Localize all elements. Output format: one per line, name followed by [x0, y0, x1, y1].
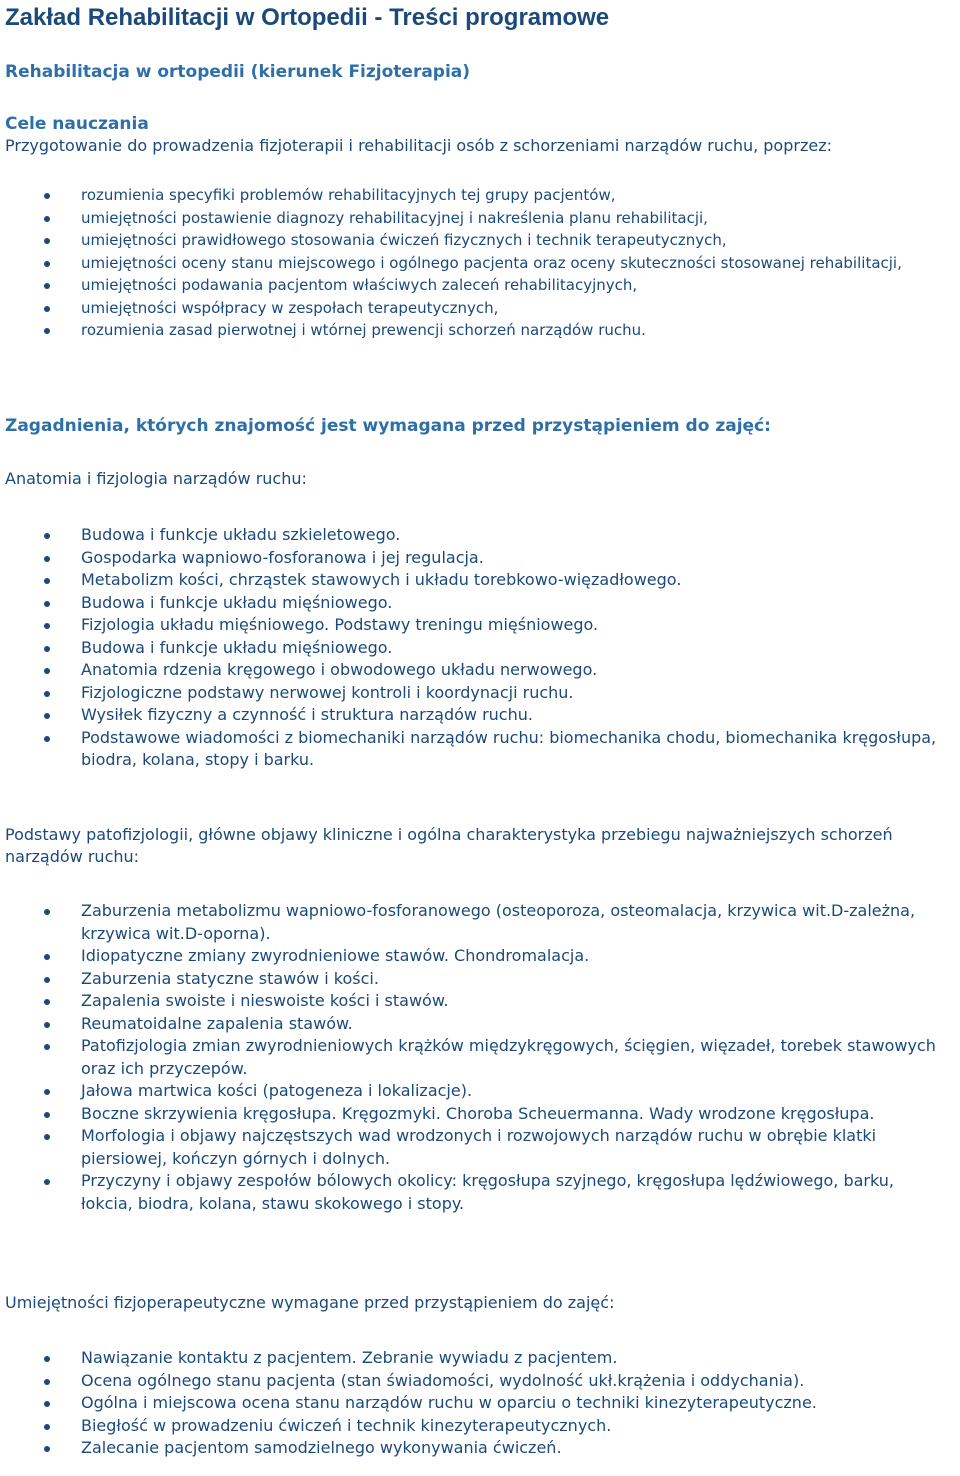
list-item: Budowa i funkcje układu mięśniowego. [5, 592, 950, 615]
list-item: Metabolizm kości, chrząstek stawowych i układu torebkowo-więzadłowego. [5, 569, 950, 592]
list-item: Morfologia i objawy najczęstszych wad wrodzonych i rozwojowych narządów ruchu w obrębie klatki piersiowej, kończyn górnych i dolnych. [5, 1125, 950, 1170]
bullet-icon [44, 261, 50, 267]
bullet-icon [44, 977, 50, 983]
list-item: umiejętności prawidłowego stosowania ćwiczeń fizycznych i technik terapeutycznych, [5, 229, 950, 252]
bullet-icon [44, 909, 50, 915]
bullet-icon [44, 668, 50, 674]
list-item: Zalecanie pacjentom samodzielnego wykonywania ćwiczeń. [5, 1437, 950, 1460]
bullet-icon [44, 556, 50, 562]
list-item: Jałowa martwica kości (patogeneza i lokalizacje). [5, 1080, 950, 1103]
course-title: Rehabilitacja w ortopedii (kierunek Fizjoterapia) [5, 62, 471, 82]
pathophysiology-heading: Podstawy patofizjologii, główne objawy kliniczne i ogólna charakterystyka przebiegu najważniejszych schorzeń narządów ruchu: [5, 825, 893, 866]
page-title: Zakład Rehabilitacji w Ortopedii - Treści programowe [5, 4, 610, 31]
list-item: rozumienia specyfiki problemów rehabilitacyjnych tej grupy pacjentów, [5, 184, 950, 207]
list-item: Zaburzenia statyczne stawów i kości. [5, 968, 950, 991]
skills-list [5, 1347, 950, 1460]
list-item: Fizjologia układu mięśniowego. Podstawy treningu mięśniowego. [5, 614, 950, 637]
bullet-icon [44, 1179, 50, 1185]
goals-heading: Cele nauczania [5, 114, 149, 134]
list-item: Nawiązanie kontaktu z pacjentem. Zebranie wywiadu z pacjentem. [5, 1347, 950, 1370]
list-item: umiejętności podawania pacjentom właściwych zaleceń rehabilitacyjnych, [5, 274, 950, 297]
list-item: Budowa i funkcje układu szkieletowego. [5, 524, 950, 547]
bullet-icon [44, 1424, 50, 1430]
bullet-icon [44, 533, 50, 539]
bullet-icon [44, 1022, 50, 1028]
bullet-icon [44, 306, 50, 312]
list-item: Przyczyny i objawy zespołów bólowych okolicy: kręgosłupa szyjnego, kręgosłupa lędźwiowego, barku, łokcia, biodra, kolana, stawu skokowego i stopy. [5, 1170, 950, 1215]
list-item: rozumienia zasad pierwotnej i wtórnej prewencji schorzeń narządów ruchu. [5, 319, 950, 342]
bullet-icon [44, 691, 50, 697]
bullet-icon [44, 623, 50, 629]
list-item: umiejętności postawienie diagnozy rehabilitacyjnej i nakreślenia planu rehabilitacji, [5, 207, 950, 230]
anatomy-heading: Anatomia i fizjologia narządów ruchu: [5, 469, 307, 488]
list-item: Patofizjologia zmian zwyrodnieniowych krążków międzykręgowych, ścięgien, więzadeł, torebek stawowych oraz ich przyczepów. [5, 1035, 950, 1080]
list-item: Boczne skrzywienia kręgosłupa. Kręgozmyki. Choroba Scheuermanna. Wady wrodzone kręgosłupa. [5, 1103, 950, 1126]
bullet-icon [44, 1401, 50, 1407]
list-item: umiejętności oceny stanu miejscowego i ogólnego pacjenta oraz oceny skuteczności stosowanej rehabilitacji, [5, 252, 950, 275]
bullet-icon [44, 283, 50, 289]
bullet-icon [44, 1446, 50, 1452]
bullet-icon [44, 954, 50, 960]
goals-list [5, 184, 950, 342]
bullet-icon [44, 1356, 50, 1362]
list-item: Fizjologiczne podstawy nerwowej kontroli i koordynacji ruchu. [5, 682, 950, 705]
bullet-icon [44, 736, 50, 742]
bullet-icon [44, 601, 50, 607]
goals-intro: Przygotowanie do prowadzenia fizjoterapii i rehabilitacji osób z schorzeniami narządów ruchu, poprzez: [5, 136, 832, 155]
list-item: Wysiłek fizyczny a czynność i struktura narządów ruchu. [5, 704, 950, 727]
list-item: Biegłość w prowadzeniu ćwiczeń i technik kinezyterapeutycznych. [5, 1415, 950, 1438]
list-item: Ogólna i miejscowa ocena stanu narządów ruchu w oparciu o techniki kinezyterapeutyczne. [5, 1392, 950, 1415]
list-item: Anatomia rdzenia kręgowego i obwodowego układu nerwowego. [5, 659, 950, 682]
list-item: Budowa i funkcje układu mięśniowego. [5, 637, 950, 660]
bullet-icon [44, 999, 50, 1005]
anatomy-list [5, 524, 950, 772]
bullet-icon [44, 193, 50, 199]
list-item: Zapalenia swoiste i nieswoiste kości i stawów. [5, 990, 950, 1013]
list-item: umiejętności współpracy w zespołach terapeutycznych, [5, 297, 950, 320]
list-item: Gospodarka wapniowo-fosforanowa i jej regulacja. [5, 547, 950, 570]
bullet-icon [44, 1379, 50, 1385]
list-item: Ocena ogólnego stanu pacjenta (stan świadomości, wydolność ukł.krążenia i oddychania). [5, 1370, 950, 1393]
bullet-icon [44, 578, 50, 584]
bullet-icon [44, 713, 50, 719]
list-item: Idiopatyczne zmiany zwyrodnieniowe stawów. Chondromalacja. [5, 945, 950, 968]
pathophysiology-list [5, 900, 950, 1215]
bullet-icon [44, 1089, 50, 1095]
bullet-icon [44, 216, 50, 222]
bullet-icon [44, 238, 50, 244]
bullet-icon [44, 1134, 50, 1140]
skills-heading: Umiejętności fizjoperapeutyczne wymagane przed przystąpieniem do zajęć: [5, 1293, 615, 1312]
list-item: Reumatoidalne zapalenia stawów. [5, 1013, 950, 1036]
bullet-icon [44, 1044, 50, 1050]
prerequisites-heading: Zagadnienia, których znajomość jest wymagana przed przystąpieniem do zajęć: [5, 416, 771, 436]
list-item: Podstawowe wiadomości z biomechaniki narządów ruchu: biomechanika chodu, biomechanika kręgosłupa, biodra, kolana, stopy i barku. [5, 727, 950, 772]
bullet-icon [44, 646, 50, 652]
list-item: Zaburzenia metabolizmu wapniowo-fosforanowego (osteoporoza, osteomalacja, krzywica wit.D-zależna, krzywica wit.D-oporna). [5, 900, 950, 945]
bullet-icon [44, 328, 50, 334]
bullet-icon [44, 1112, 50, 1118]
